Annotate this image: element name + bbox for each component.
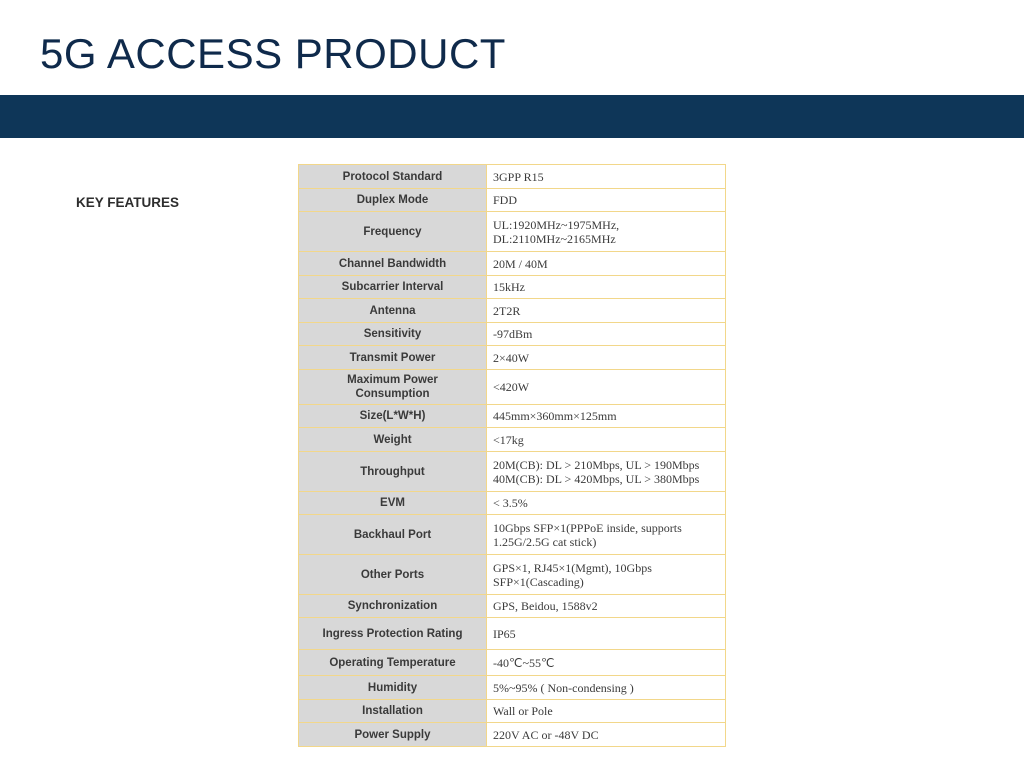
spec-label: Maximum Power Consumption xyxy=(299,370,487,405)
slide-title: 5G ACCESS PRODUCT xyxy=(40,30,506,77)
spec-value: 2T2R xyxy=(487,299,726,323)
spec-value: 20M / 40M xyxy=(487,252,726,276)
spec-row xyxy=(299,370,726,405)
spec-value: UL:1920MHz~1975MHz, DL:2110MHz~2165MHz xyxy=(487,212,726,252)
spec-label: Duplex Mode xyxy=(299,189,487,212)
spec-label: Antenna xyxy=(299,299,487,323)
spec-table xyxy=(298,164,726,747)
spec-value: FDD xyxy=(487,189,726,212)
spec-value: 15kHz xyxy=(487,276,726,299)
spec-value: 20M(CB): DL > 210Mbps, UL > 190Mbps 40M(CB): DL > 420Mbps, UL > 380Mbps xyxy=(487,452,726,492)
spec-row xyxy=(299,452,726,492)
spec-row xyxy=(299,428,726,452)
spec-row xyxy=(299,618,726,650)
spec-label: Subcarrier Interval xyxy=(299,276,487,299)
spec-row xyxy=(299,299,726,323)
spec-row xyxy=(299,650,726,676)
spec-row xyxy=(299,252,726,276)
spec-value: 10Gbps SFP×1(PPPoE inside, supports 1.25G/2.5G cat stick) xyxy=(487,515,726,555)
spec-value: IP65 xyxy=(487,618,726,650)
spec-value: GPS×1, RJ45×1(Mgmt), 10Gbps SFP×1(Cascading) xyxy=(487,555,726,595)
spec-label: Throughput xyxy=(299,452,487,492)
spec-label: Synchronization xyxy=(299,595,487,618)
spec-label: Weight xyxy=(299,428,487,452)
spec-row xyxy=(299,323,726,346)
spec-label: EVM xyxy=(299,492,487,515)
spec-row xyxy=(299,700,726,723)
spec-value: 2×40W xyxy=(487,346,726,370)
spec-label: Ingress Protection Rating xyxy=(299,618,487,650)
header-band xyxy=(0,95,1024,138)
spec-value: 3GPP R15 xyxy=(487,165,726,189)
spec-label: Protocol Standard xyxy=(299,165,487,189)
spec-label: Channel Bandwidth xyxy=(299,252,487,276)
spec-row xyxy=(299,515,726,555)
spec-row xyxy=(299,165,726,189)
spec-label: Power Supply xyxy=(299,723,487,747)
spec-row xyxy=(299,346,726,370)
spec-label: Frequency xyxy=(299,212,487,252)
spec-table-body xyxy=(299,165,726,747)
spec-value: 220V AC or -48V DC xyxy=(487,723,726,747)
spec-label: Size(L*W*H) xyxy=(299,405,487,428)
spec-value: Wall or Pole xyxy=(487,700,726,723)
spec-row xyxy=(299,595,726,618)
spec-value: < 3.5% xyxy=(487,492,726,515)
spec-label: Transmit Power xyxy=(299,346,487,370)
spec-value: 5%~95% ( Non-condensing ) xyxy=(487,676,726,700)
spec-label: Operating Temperature xyxy=(299,650,487,676)
spec-value: <420W xyxy=(487,370,726,405)
spec-row xyxy=(299,212,726,252)
spec-value: -40℃~55℃ xyxy=(487,650,726,676)
spec-value: -97dBm xyxy=(487,323,726,346)
spec-value: 445mm×360mm×125mm xyxy=(487,405,726,428)
spec-label: Installation xyxy=(299,700,487,723)
spec-row xyxy=(299,555,726,595)
spec-row xyxy=(299,405,726,428)
spec-row xyxy=(299,723,726,747)
spec-row xyxy=(299,189,726,212)
spec-value: <17kg xyxy=(487,428,726,452)
key-features-label: KEY FEATURES xyxy=(76,195,180,210)
spec-label: Backhaul Port xyxy=(299,515,487,555)
spec-label: Other Ports xyxy=(299,555,487,595)
spec-value: GPS, Beidou, 1588v2 xyxy=(487,595,726,618)
spec-label: Humidity xyxy=(299,676,487,700)
spec-row xyxy=(299,676,726,700)
spec-label: Sensitivity xyxy=(299,323,487,346)
spec-row xyxy=(299,276,726,299)
spec-row xyxy=(299,492,726,515)
